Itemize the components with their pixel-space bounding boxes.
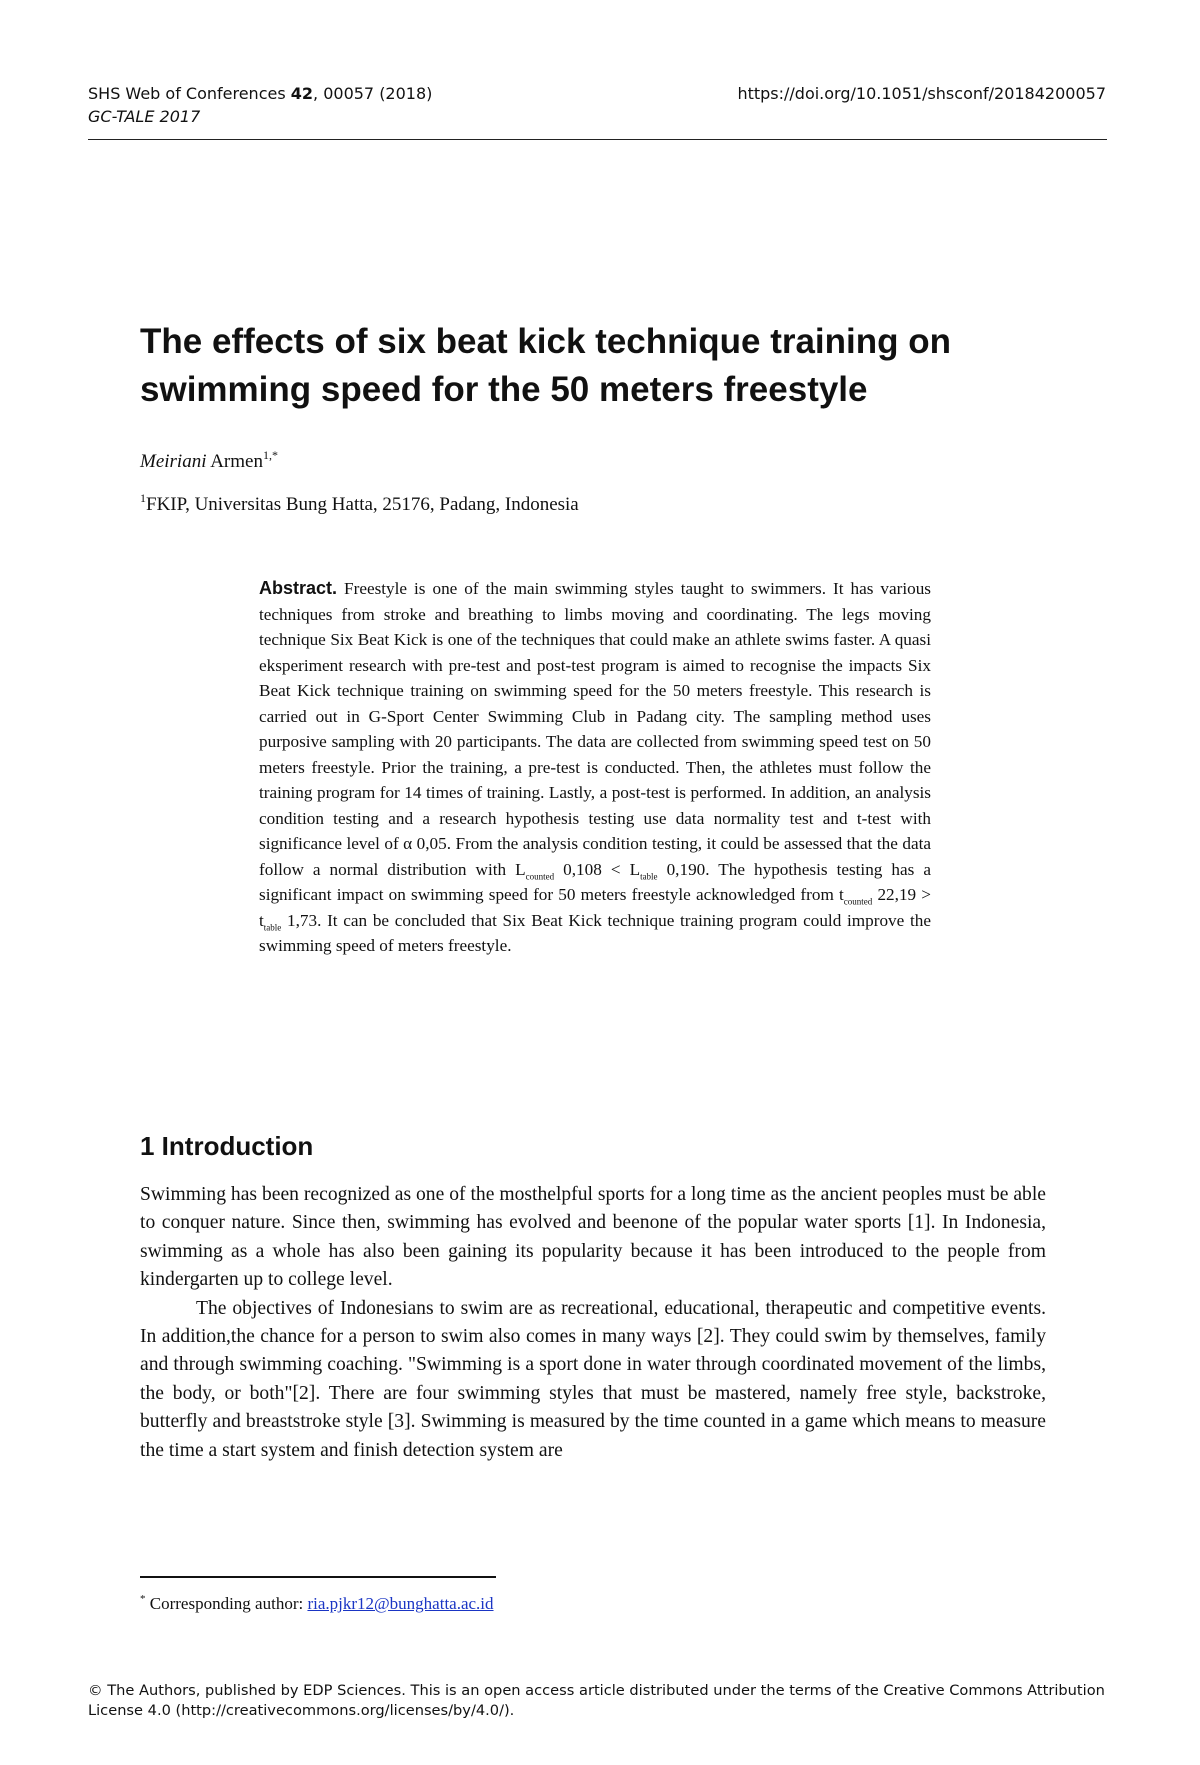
paragraph: Swimming has been recognized as one of the mosthelpful sports for a long time as the ancient peoples must be able to conquer nature. Since then, swimming has evolved and beenone of the popular water sports [1]. In Indonesia, swimming as a whole has also been gaining its popularity because it has been introduced to the people from kindergarten up to college level. [140, 1184, 1046, 1291]
footnote: * Corresponding author: ria.pjkr12@bunghatta.ac.id [140, 1593, 494, 1613]
abstract-label: Abstract. [259, 578, 338, 598]
paper-title: The effects of six beat kick technique training on swimming speed for the 50 meters freestyle [140, 322, 951, 409]
volume-number: 42 [290, 84, 314, 103]
conference-name: GC-TALE 2017 [88, 107, 201, 126]
author-line [140, 448, 278, 473]
license-notice: © The Authors, published by EDP Sciences. This is an open access article distributed under the terms of the Creative Commons Attribution License 4.0 (http://creativecommons.org/licenses/by/4.0/). [88, 1682, 1105, 1719]
footnote-mark: * [140, 1593, 146, 1605]
affiliation [140, 491, 579, 516]
author-given-name: Meiriani [140, 451, 207, 472]
section-body [140, 1181, 1046, 1465]
header-divider [88, 139, 1107, 140]
doi-link[interactable]: https://doi.org/10.1051/shsconf/20184200057 [737, 84, 1106, 103]
affiliation-mark: 1 [140, 491, 146, 505]
email-link[interactable]: ria.pjkr12@bunghatta.ac.id [307, 1594, 494, 1613]
running-header [88, 84, 1106, 128]
paragraph: The objectives of Indonesians to swim are as recreational, educational, therapeutic and competitive events. In addition,the chance for a person to swim also comes in many ways [2]. They could swim by themselves, family and through swimming coaching. "Swimming is a sport done in water through coordinated movement of the limbs, the body, or both"[2]. There are four swimming styles that must be mastered, namely free style, backstroke, butterfly and breaststroke style [3]. Swimming is measured by the time counted in a game which means to measure the time a start system and finish detection system are [140, 1297, 1046, 1461]
author-marks: 1,* [262, 448, 278, 462]
abstract: Abstract. Freestyle is one of the main swimming styles taught to swimmers. It has various techniques from stroke and breathing to limbs moving and coordinating. The legs moving technique Six Beat Kick is one of the techniques that could make an athlete swims faster. A quasi eksperiment research with pre-test and post-test program is aimed to recognise the impacts Six Beat Kick technique training on swimming speed for the 50 meters freestyle. This research is carried out in G-Sport Center Swimming Club in Padang city. The sampling method uses purposive sampling with 20 participants. The data are collected from swimming speed test on 50 meters freestyle. Prior the training, a pre-test is conducted. Then, the athletes must follow the training program for 14 times of training. Lastly, a post-test is performed. In addition, an analysis condition testing and a research hypothesis testing use data normality test and t-test with significance level of α 0,05. From the analysis condition testing, it could be assessed that the data follow a normal distribution with $L_{counted}$ $0,108 < L_{table}$ 0,190. The hypothesis testing has a significant impact on swimming speed for 50 meters freestyle acknowledged from $t_{counted}$ $22,19 > t_{table}$ 1,73. It can be concluded that Six Beat Kick technique training program could improve the swimming speed of meters freestyle. [259, 578, 931, 955]
footnote-divider [140, 1576, 496, 1578]
header-row [88, 84, 1106, 104]
section-heading: 1 Introduction [140, 1131, 314, 1161]
journal-citation: SHS Web of Conferences 42, 00057 (2018) [88, 84, 433, 103]
author-family-name: Armen [206, 451, 263, 472]
affiliation-text: FKIP, Universitas Bung Hatta, 25176, Padang, Indonesia [146, 494, 579, 515]
